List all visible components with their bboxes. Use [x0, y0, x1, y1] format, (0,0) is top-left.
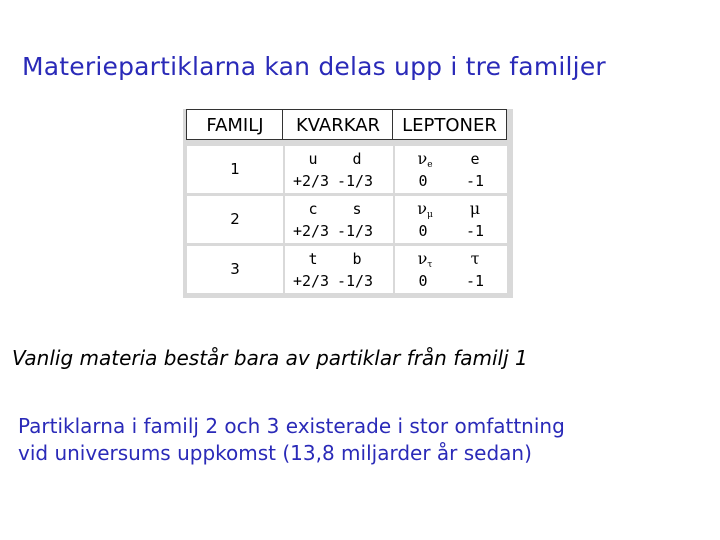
lepton-symbol: $\nu_\tau$	[417, 249, 433, 270]
lepton-cell	[395, 196, 507, 243]
quark-charge: -1/3	[336, 222, 374, 240]
lepton-charge: -1	[465, 222, 485, 240]
quark-charge: +2/3	[292, 172, 330, 190]
quark-cell	[285, 146, 393, 193]
lepton-charge: -1	[465, 172, 485, 190]
quark-cell	[285, 196, 393, 243]
quark-symbol: s	[352, 200, 362, 218]
lepton-cell	[395, 246, 507, 293]
family-cell: 1	[187, 146, 283, 193]
quark-cell	[285, 246, 393, 293]
header-familj: FAMILJ	[186, 109, 284, 140]
lepton-charge: 0	[418, 222, 428, 240]
lepton-symbol: τ	[470, 249, 480, 268]
statement-line: Partiklarna i familj 2 och 3 existerade i stor omfattning	[18, 414, 565, 438]
quark-symbol: d	[352, 150, 362, 168]
quark-charge: -1/3	[336, 172, 374, 190]
lepton-symbol: $\nu_\mu$	[417, 199, 433, 220]
lepton-charge: -1	[465, 272, 485, 290]
lepton-symbol: $\nu_e$	[417, 149, 433, 170]
header-kvarkar: KVARKAR	[282, 109, 394, 140]
lepton-charge: 0	[418, 272, 428, 290]
family-cell: 2	[187, 196, 283, 243]
quark-charge: +2/3	[292, 272, 330, 290]
quark-symbol: u	[308, 150, 318, 168]
quark-charge: -1/3	[336, 272, 374, 290]
page-title: Materiepartiklarna kan delas upp i tre familjer	[22, 52, 606, 81]
lepton-symbol: e	[470, 150, 480, 168]
statement-early-universe	[18, 413, 565, 467]
lepton-symbol: μ	[469, 199, 481, 218]
quark-symbol: t	[308, 250, 318, 268]
statement-ordinary-matter: Vanlig materia består bara av partiklar från familj 1	[12, 346, 528, 370]
lepton-cell	[395, 146, 507, 193]
lepton-charge: 0	[418, 172, 428, 190]
header-leptoner: LEPTONER	[392, 109, 507, 140]
particle-table	[183, 109, 513, 298]
quark-charge: +2/3	[292, 222, 330, 240]
quark-symbol: c	[308, 200, 318, 218]
statement-line: vid universums uppkomst (13,8 miljarder år sedan)	[18, 441, 532, 465]
family-cell: 3	[187, 246, 283, 293]
quark-symbol: b	[352, 250, 362, 268]
